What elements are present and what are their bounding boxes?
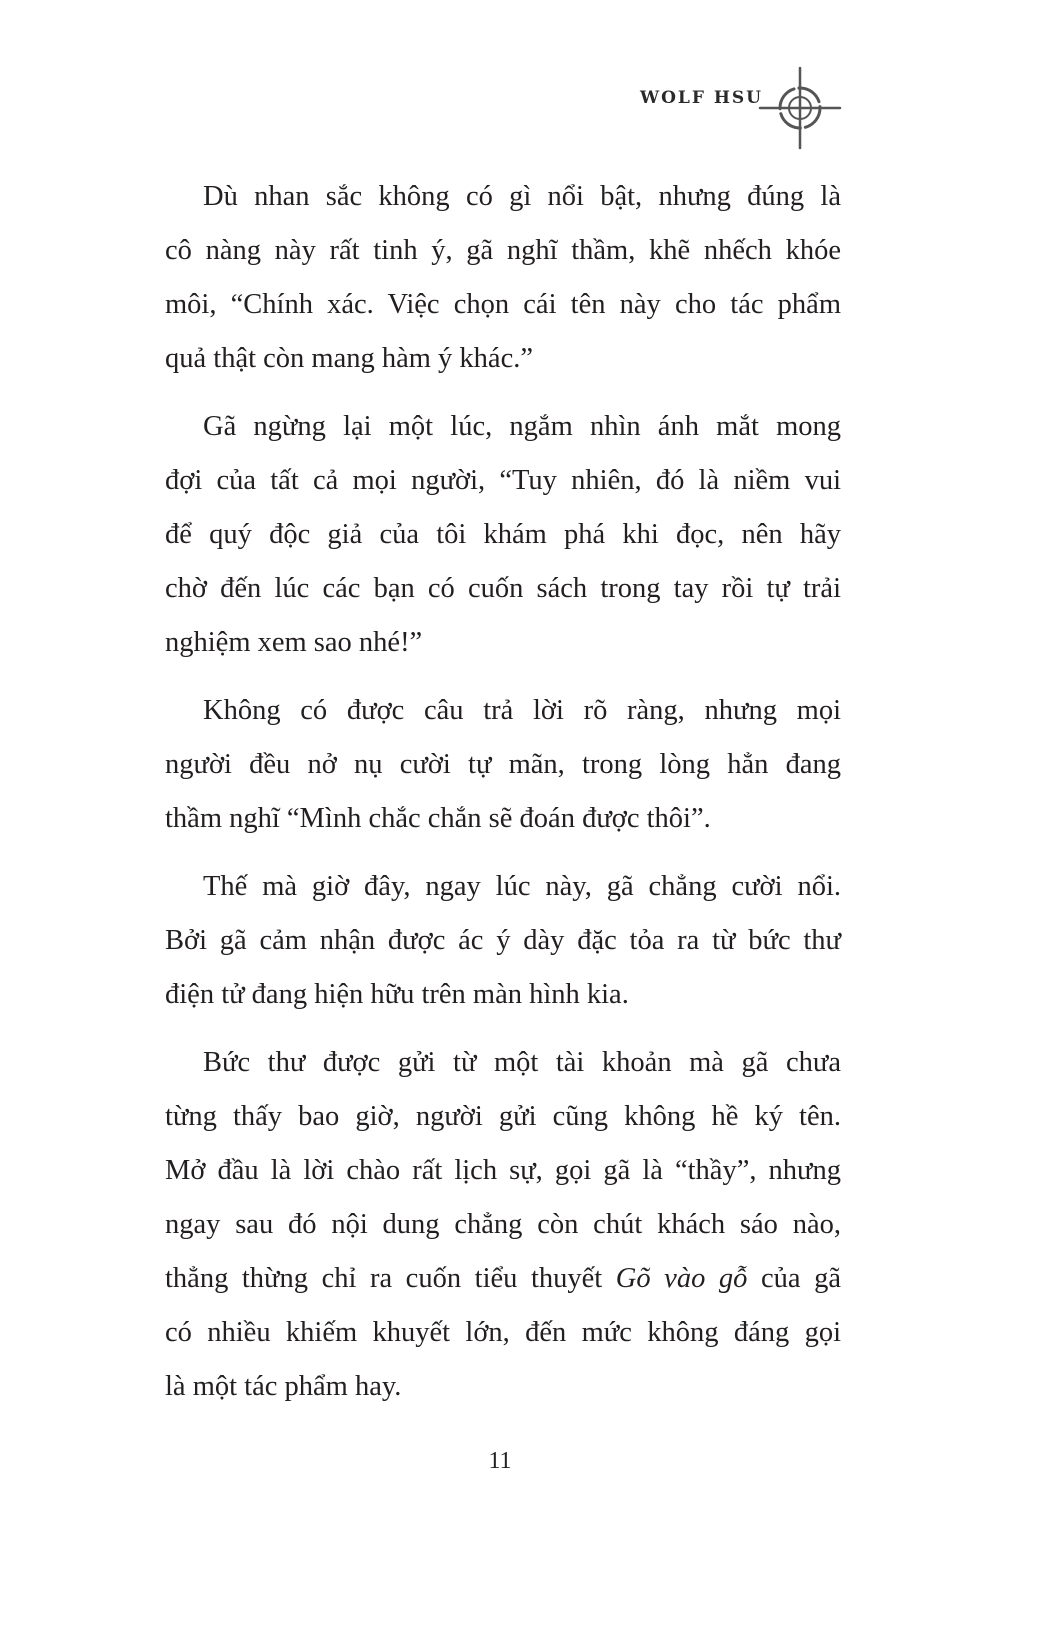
text-line: người đều nở nụ cười tự mãn, trong lòng hẳn đang <box>165 749 841 780</box>
text-line: Mở đầu là lời chào rất lịch sự, gọi gã là “thầy”, nhưng <box>165 1155 841 1186</box>
text-line: môi, “Chính xác. Việc chọn cái tên này cho tác phẩm <box>165 289 841 320</box>
text-line: điện tử đang hiện hữu trên màn hình kia. <box>165 979 629 1010</box>
text-segment: thẳng thừng chỉ ra cuốn tiểu thuyết <box>165 1263 616 1294</box>
text-line: từng thấy bao giờ, người gửi cũng không hề ký tên. <box>165 1101 841 1132</box>
paragraph <box>165 170 841 386</box>
paragraph <box>165 684 841 846</box>
text-line: Gã ngừng lại một lúc, ngắm nhìn ánh mắt mong <box>203 411 841 442</box>
text-line: Dù nhan sắc không có gì nổi bật, nhưng đúng là <box>203 181 841 212</box>
text-line: thầm nghĩ “Mình chắc chắn sẽ đoán được thôi”. <box>165 803 711 834</box>
text-line: Thế mà giờ đây, ngay lúc này, gã chẳng cười nổi. <box>203 871 841 902</box>
paragraph <box>165 400 841 670</box>
running-header-author: WOLF HSU <box>640 88 764 108</box>
text-line-with-title <box>165 1252 841 1306</box>
text-line: quả thật còn mang hàm ý khác.” <box>165 343 533 374</box>
text-line: Bức thư được gửi từ một tài khoản mà gã chưa <box>203 1047 841 1078</box>
text-line: đợi của tất cả mọi người, “Tuy nhiên, đó là niềm vui <box>165 465 841 496</box>
text-line: chờ đến lúc các bạn có cuốn sách trong tay rồi tự trải <box>165 573 841 604</box>
crosshair-icon <box>758 66 842 150</box>
book-title: Gõ vào gỗ <box>615 1263 748 1294</box>
text-line: Bởi gã cảm nhận được ác ý dày đặc tỏa ra từ bức thư <box>165 925 841 956</box>
body-text <box>165 170 841 1428</box>
text-line: ngay sau đó nội dung chẳng còn chút khách sáo nào, <box>165 1209 841 1240</box>
text-line: là một tác phẩm hay. <box>165 1371 402 1402</box>
text-line: có nhiều khiếm khuyết lớn, đến mức không đáng gọi <box>165 1317 841 1348</box>
text-line: nghiệm xem sao nhé!” <box>165 627 423 658</box>
page-number: 11 <box>488 1448 512 1474</box>
text-line: để quý độc giả của tôi khám phá khi đọc, nên hãy <box>165 519 841 550</box>
text-line: cô nàng này rất tinh ý, gã nghĩ thầm, khẽ nhếch khóe <box>165 235 841 266</box>
paragraph <box>165 1036 841 1414</box>
paragraph <box>165 860 841 1022</box>
text-segment: của gã <box>747 1263 842 1294</box>
text-line: Không có được câu trả lời rõ ràng, nhưng mọi <box>203 695 841 726</box>
